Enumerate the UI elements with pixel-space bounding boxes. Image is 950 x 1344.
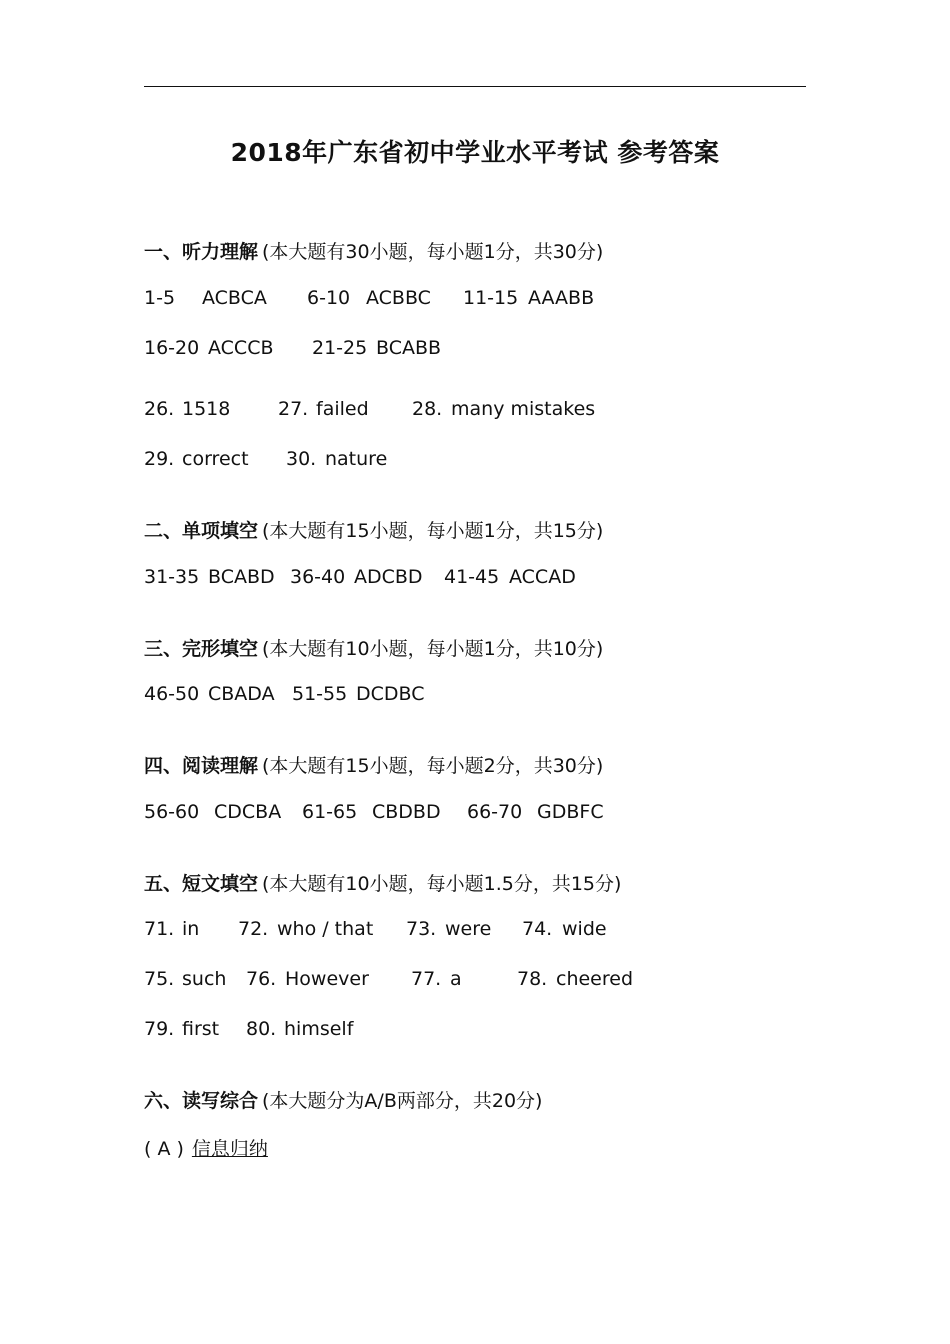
- section-label: 二、单项填空: [144, 520, 259, 542]
- answer-range: 36-40: [290, 566, 346, 588]
- answer-number: 75.: [144, 968, 175, 990]
- answer-value: correct: [182, 448, 249, 470]
- answer-value: However: [285, 968, 369, 990]
- answer-number: 71.: [144, 918, 175, 940]
- top-rule: [144, 86, 806, 87]
- answer-value: first: [182, 1018, 220, 1040]
- answer-number: 79.: [144, 1018, 175, 1040]
- answer-value: who / that: [277, 918, 374, 940]
- section-label: 四、阅读理解: [144, 755, 259, 777]
- section-note: (本大题有10小题，每小题1.5分，共15分): [262, 873, 622, 895]
- section-note: (本大题有15小题，每小题2分，共30分): [262, 755, 604, 777]
- section-note: (本大题有15小题，每小题1分，共15分): [262, 520, 604, 542]
- answer-value: GDBFC: [537, 801, 604, 823]
- answer-value: AAABB: [528, 287, 595, 309]
- answer-value: CBADA: [208, 683, 275, 705]
- section-heading-reading: [144, 751, 603, 778]
- answer-range: 66-70: [467, 801, 523, 823]
- answer-value: BCABB: [376, 337, 442, 359]
- answer-range: 21-25: [312, 337, 368, 359]
- section-heading-single-choice: [144, 516, 603, 543]
- answer-value: ACCCB: [208, 337, 274, 359]
- section-heading-reading-writing: [144, 1086, 542, 1113]
- answer-number: 72.: [238, 918, 269, 940]
- answer-value: many mistakes: [451, 398, 596, 420]
- answer-number: 76.: [246, 968, 277, 990]
- answer-value: ACBBC: [366, 287, 431, 309]
- answer-value: a: [450, 968, 462, 990]
- answer-number: 26.: [144, 398, 175, 420]
- part-a-title: 信息归纳: [191, 1138, 268, 1160]
- section-label: 五、短文填空: [144, 873, 259, 895]
- answer-range: 16-20: [144, 337, 200, 359]
- section-heading-passage-fill: [144, 869, 621, 896]
- section-note: (本大题分为A/B两部分，共20分): [262, 1090, 543, 1112]
- answer-value: were: [445, 918, 492, 940]
- answer-number: 77.: [411, 968, 442, 990]
- answer-range: 31-35: [144, 566, 200, 588]
- section-label: 一、听力理解: [144, 241, 259, 263]
- answer-value: nature: [325, 448, 388, 470]
- answer-number: 78.: [517, 968, 548, 990]
- answer-range: 61-65: [302, 801, 358, 823]
- answer-range: 6-10: [307, 287, 351, 309]
- answer-range: 46-50: [144, 683, 200, 705]
- answer-number: 74.: [522, 918, 553, 940]
- section-label: 六、读写综合: [144, 1090, 259, 1112]
- answer-value: CBDBD: [372, 801, 441, 823]
- answer-value: himself: [284, 1018, 354, 1040]
- answer-value: 1518: [182, 398, 231, 420]
- answer-number: 28.: [412, 398, 443, 420]
- answer-value: wide: [562, 918, 607, 940]
- section-note: (本大题有30小题，每小题1分，共30分): [262, 241, 604, 263]
- answer-number: 29.: [144, 448, 175, 470]
- answer-value: ADCBD: [354, 566, 423, 588]
- page-title: 2018年广东省初中学业水平考试 参考答案: [230, 138, 720, 167]
- answer-value: ACBCA: [202, 287, 267, 309]
- answer-range: 51-55: [292, 683, 348, 705]
- answer-value: failed: [316, 398, 369, 420]
- answer-number: 27.: [278, 398, 309, 420]
- section-label: 三、完形填空: [144, 638, 259, 660]
- answer-range: 56-60: [144, 801, 200, 823]
- answer-value: BCABD: [208, 566, 275, 588]
- answer-value: CDCBA: [214, 801, 282, 823]
- answer-range: 11-15: [463, 287, 519, 309]
- answer-value: DCDBC: [356, 683, 425, 705]
- answer-value: in: [182, 918, 200, 940]
- part-a-marker: ( A ): [144, 1138, 184, 1160]
- answer-range: 41-45: [444, 566, 500, 588]
- answer-value: such: [182, 968, 227, 990]
- section-note: (本大题有10小题，每小题1分，共10分): [262, 638, 604, 660]
- section-heading-cloze: [144, 634, 603, 661]
- section-heading-listening: [144, 237, 603, 264]
- part-a-label: [144, 1134, 268, 1161]
- answer-number: 73.: [406, 918, 437, 940]
- answer-number: 30.: [286, 448, 317, 470]
- answer-number: 80.: [246, 1018, 277, 1040]
- answer-range: 1-5: [144, 287, 176, 309]
- answer-value: cheered: [556, 968, 634, 990]
- answer-value: ACCAD: [509, 566, 576, 588]
